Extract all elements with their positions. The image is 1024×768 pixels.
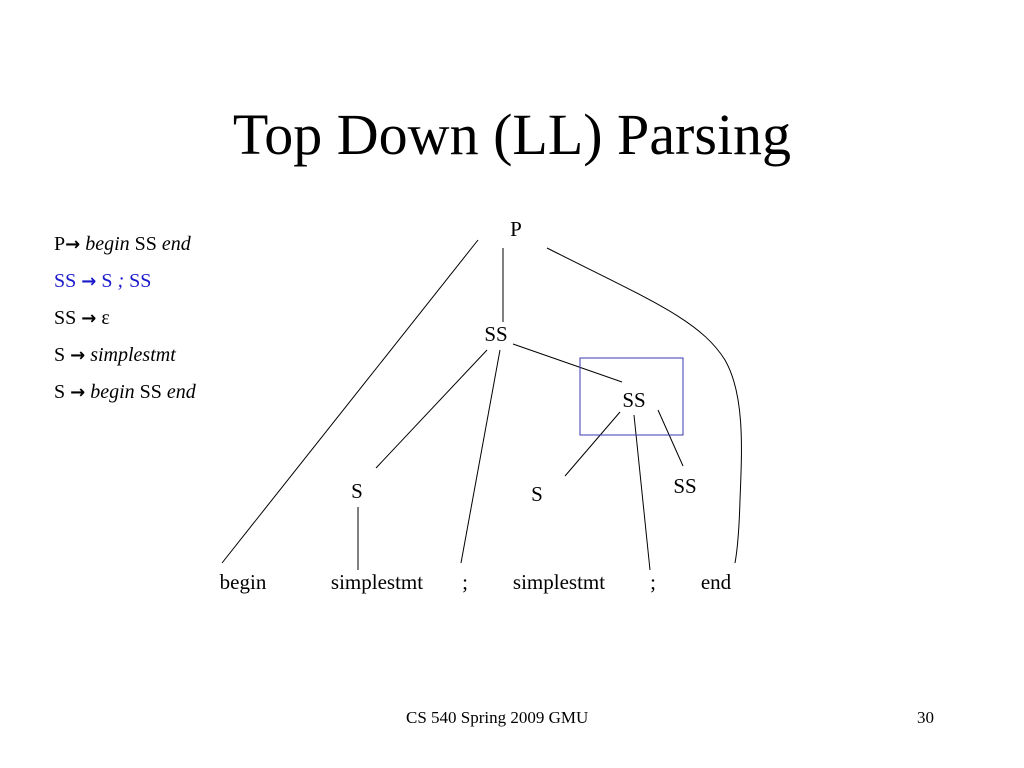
rule-rhs-part: S	[101, 270, 118, 292]
page-number: 30	[917, 708, 934, 727]
rule-rhs-part: SS	[129, 233, 162, 255]
tree-node-ss-bottom: SS	[673, 474, 697, 498]
tree-node-s-left: S	[351, 479, 363, 503]
tree-node-s-mid: S	[531, 482, 543, 506]
rule-rhs-part: ;	[117, 270, 130, 292]
rule-lhs: S	[54, 344, 71, 366]
right-arrow-icon: →	[70, 382, 86, 403]
rule-lhs: P	[54, 233, 66, 255]
tree-node-p: P	[510, 217, 522, 241]
rule-rhs-part: begin	[90, 381, 135, 403]
right-arrow-icon: →	[65, 234, 81, 255]
rule-rhs-part: end	[161, 233, 191, 255]
rule-rhs-part: SS	[129, 270, 152, 292]
rule-lhs: SS	[54, 270, 82, 292]
token-semicolon: ;	[462, 570, 468, 594]
right-arrow-icon: →	[81, 308, 97, 329]
tree-node-ss-top: SS	[484, 322, 508, 346]
token-begin: begin	[219, 570, 267, 594]
rule-rhs-part: end	[166, 381, 196, 403]
slide-footer: CS 540 Spring 2009 GMU	[406, 708, 589, 727]
slide-title: Top Down (LL) Parsing	[232, 102, 792, 167]
rule-lhs: S	[54, 381, 71, 403]
rule-rhs-part: ε	[101, 307, 110, 329]
rule-rhs-part: simplestmt	[90, 344, 176, 366]
rule-lhs: SS	[54, 307, 82, 329]
tree-node-ss-mid: SS	[622, 388, 646, 412]
rule-rhs-part: begin	[85, 233, 130, 255]
edge-ssmid-ss-bottom	[658, 410, 683, 466]
token-simplestmt: simplestmt	[330, 570, 424, 594]
token-simplestmt: simplestmt	[512, 570, 606, 594]
edge-p-begin	[222, 240, 478, 563]
edge-ssmid-s	[565, 412, 620, 476]
token-semicolon: ;	[650, 570, 656, 594]
token-end: end	[700, 570, 732, 594]
edge-ssmid-semicolon	[634, 415, 650, 570]
edge-ss-semicolon	[461, 350, 500, 563]
right-arrow-icon: →	[70, 345, 86, 366]
edge-ss-ss-mid	[513, 344, 622, 382]
rule-rhs-part: SS	[134, 381, 167, 403]
edge-ss-s-left	[376, 350, 487, 468]
right-arrow-icon: →	[81, 271, 97, 292]
